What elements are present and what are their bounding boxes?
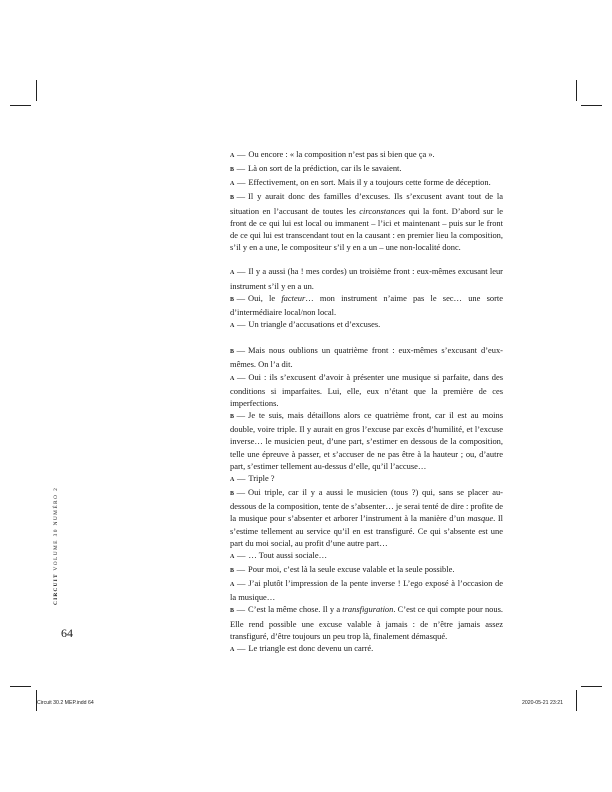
speaker-dash: — (236, 563, 246, 574)
speaker-label: A (230, 153, 235, 159)
speaker-dash: — (236, 410, 246, 421)
dialogue-line (230, 344, 503, 370)
speaker-dash: — (236, 472, 246, 483)
speaker-dash: — (236, 149, 246, 159)
dialogue-text-run: Pour moi, c’est là la seule excuse valable et la seule possible. (248, 563, 455, 574)
crop-mark (576, 690, 577, 711)
dialogue-line (230, 642, 503, 656)
dialogue-line (230, 292, 503, 318)
dialogue-line (230, 603, 503, 641)
speaker-label: A (230, 553, 235, 560)
dialogue-text (230, 148, 503, 656)
dialogue-text-run: Il y aurait donc des familles d’excuses. Ils s’excusent avant tout de la situation en l’accusant de toutes les circonstances qui la font. D’abord sur le front de ce qui lui est local ou immanent – l’ici et maintenant – puis sur le front de ce qui lui est transcendant tout en la causant : en premier lieu la composition, s’il y en a une, le compositeur s’il y en a un – une non-localité donc. (230, 191, 503, 253)
dialogue-text-run: Effectivement, on en sort. Mais il y a toujours cette forme de déception. (248, 177, 491, 188)
dialogue-line (230, 577, 503, 603)
paragraph-gap (230, 253, 503, 265)
dialogue-line (230, 409, 503, 472)
speaker-label: A (230, 646, 235, 653)
speaker-label: A (230, 270, 235, 277)
crop-mark (581, 686, 602, 687)
speaker-label: B (230, 491, 235, 498)
speaker-dash: — (236, 163, 246, 174)
speaker-dash: — (236, 371, 246, 382)
speaker-dash: — (236, 549, 246, 560)
speaker-label: B (230, 349, 235, 356)
dialogue-line (230, 371, 503, 409)
crop-mark (581, 105, 602, 106)
dialogue-text-run: Là on sort de la prédiction, car ils le savaient. (248, 163, 402, 174)
dialogue-line (230, 472, 503, 486)
dialogue-line (230, 162, 503, 176)
crop-mark (10, 105, 31, 106)
journal-issue: VOLUME 30 NUMÉRO 2 (53, 486, 59, 571)
dialogue-text-run: Un triangle d’accusations et d’excuses. (248, 319, 381, 330)
dialogue-text-run: … Tout aussi sociale… (248, 549, 328, 560)
speaker-label: B (230, 167, 235, 174)
speaker-label: B (230, 567, 235, 574)
speaker-dash: — (236, 604, 246, 615)
speaker-label: A (230, 375, 235, 382)
speaker-label: B (230, 296, 235, 303)
crop-mark (36, 80, 37, 101)
speaker-dash: — (236, 191, 246, 202)
speaker-dash: — (236, 578, 246, 589)
slug-file: Circuit 30.2 MEP.indd 64 (37, 700, 94, 706)
speaker-dash: — (236, 319, 246, 330)
crop-mark (10, 686, 31, 687)
dialogue-text-run: Il y a aussi (ha ! mes cordes) un troisième front : eux-mêmes excusant leur instrument s’il y en a un. (230, 266, 503, 291)
speaker-label: B (230, 608, 235, 615)
dialogue-text-run: Je te suis, mais détaillons alors ce quatrième front, car il est au moins double, voire triple. Il y aurait en gros l’excuse par excès d’humilité, et l’excuse inverse… le musicien peut, d’une part, s’estimer en dessous de la composition, telle une épreuve à passer, et s’accuser de ne pas être à la hauteur ; ou, d’autre part, s’estimer tellement au-dessus d’elle, qu’il l’accuse… (230, 410, 503, 471)
speaker-label: B (230, 414, 235, 421)
speaker-dash: — (236, 642, 246, 653)
dialogue-line (230, 190, 503, 253)
speaker-dash: — (236, 345, 246, 356)
page-number: 64 (61, 626, 73, 640)
dialogue-text-run: Oui, le facteur… mon instrument n’aime pas le sec… une sorte d’intermédiaire local/non local. (230, 292, 503, 317)
dialogue-text-run: Ou encore : « la composition n’est pas si bien que ça ». (248, 149, 435, 159)
paragraph-gap (230, 332, 503, 344)
dialogue-text-run: Oui triple, car il y a aussi le musicien (tous ?) qui, sans se placer au-dessous de la composition, tente de s’absenter… je serai tenté de dire : profite de la musique pour s’absenter et arborer l’instrument à la manière d’un masque. Il s’estime tellement au service qu’il en est transfiguré. Ce qui s’absente est une part du moi social, au profit d’une autre part… (230, 487, 504, 548)
dialogue-line (230, 549, 503, 563)
dialogue-text-run: Triple ? (248, 472, 275, 483)
dialogue-line (230, 176, 503, 190)
speaker-dash: — (236, 487, 246, 498)
dialogue-line (230, 148, 503, 162)
dialogue-text-run: C’est la même chose. Il y a transfiguration. C’est ce qui compte pour nous. Elle rend possible une excuse valable à jamais : de n’être jamais assez transfiguré, d’être toujours un peu trop là, finalement démasqué. (230, 604, 503, 641)
speaker-dash: — (236, 292, 246, 303)
running-head (53, 487, 59, 605)
speaker-label: A (230, 323, 235, 330)
journal-title: CIRCUIT (53, 573, 59, 605)
speaker-dash: — (236, 177, 246, 188)
speaker-label: A (230, 582, 235, 589)
speaker-label: A (230, 181, 235, 188)
dialogue-text-run: Oui : ils s’excusent d’avoir à présenter une musique si parfaite, dans des conditions si imparfaites. Lui, elle, eux n’étant que la première de ces imperfections. (230, 371, 503, 408)
dialogue-line (230, 318, 503, 332)
speaker-dash: — (236, 266, 246, 277)
speaker-label: A (230, 476, 235, 483)
dialogue-line (230, 486, 503, 549)
dialogue-text-run: J’ai plutôt l’impression de la pente inverse ! L’ego exposé à l’occasion de la musique… (230, 578, 503, 603)
crop-mark (576, 80, 577, 101)
slug-datetime: 2020-05-21 23:21 (522, 700, 563, 706)
dialogue-text-run: Mais nous oublions un quatrième front : eux-mêmes s’excusant d’eux-mêmes. On l’a dit. (230, 345, 503, 370)
speaker-label: B (230, 195, 235, 202)
dialogue-line (230, 563, 503, 577)
dialogue-line (230, 265, 503, 291)
dialogue-text-run: Le triangle est donc devenu un carré. (248, 642, 374, 653)
